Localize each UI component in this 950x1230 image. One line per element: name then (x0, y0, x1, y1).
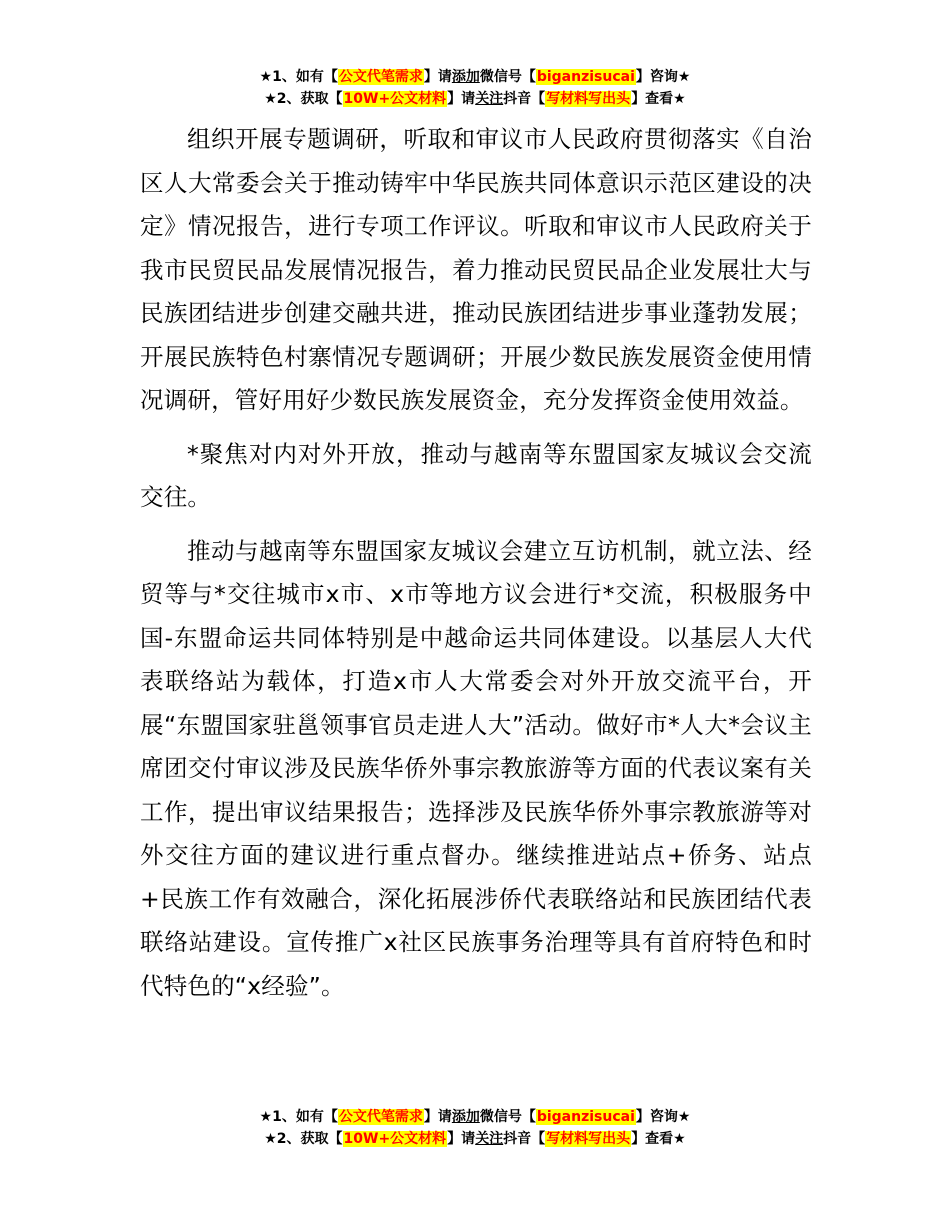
footer-promo-line-2 (0, 1128, 950, 1150)
footer-line-2-middle-2: 抖音【 (503, 1131, 546, 1147)
promo-line-1-emphasis: 添加 (451, 69, 480, 85)
paragraph-asean-exchange: 推动与越南等东盟国家友城议会建立互访机制，就立法、经贸等与*交往城市x市、x市等地方议会进行*交流，积极服务中国-东盟命运共同体特别是中越命运共同体建设。以基层人大代表联络站为载体，打造x市人大常委会对外开放交流平台，开展“东盟国家驻邕领事官员走进人大”活动。做好市*人大*会议主席团交付审议涉及民族华侨外事宗教旅游等方面的代表议案有关工作，提出审议结果报告；选择涉及民族华侨外事宗教旅游等对外交往方面的建议进行重点督办。继续推进站点+侨务、站点+民族工作有效融合，深化拓展涉侨代表联络站和民族团结代表联络站建设。宣传推广x社区民族事务治理等具有首府特色和时代特色的“x经验”。 (140, 536, 812, 1000)
footer-line-1-highlight-service: 公文代笔需求 (338, 1109, 423, 1125)
promo-line-2-prefix: ★2、获取【 (264, 91, 343, 107)
footer-line-2-suffix: 】查看★ (631, 1131, 686, 1147)
promo-line-1-middle-2: 微信号【 (479, 69, 536, 85)
footer-line-1-highlight-wechat: biganzisucai (536, 1109, 635, 1125)
promo-line-1-highlight-service: 公文代笔需求 (338, 69, 423, 85)
header-promo-banner (0, 66, 950, 110)
footer-line-1-emphasis: 添加 (451, 1109, 480, 1125)
document-body (140, 118, 812, 1008)
footer-line-2-prefix: ★2、获取【 (264, 1131, 343, 1147)
promo-line-1-suffix: 】咨询★ (635, 69, 691, 85)
footer-promo-banner (0, 1106, 950, 1150)
footer-line-2-emphasis: 关注 (475, 1131, 504, 1147)
promo-line-2-middle-2: 抖音【 (503, 91, 546, 107)
promo-line-1-middle: 】请 (423, 69, 452, 85)
promo-line-2-suffix: 】查看★ (631, 91, 686, 107)
footer-line-2-highlight-douyin: 写材料写出头 (546, 1131, 631, 1147)
footer-line-1-suffix: 】咨询★ (635, 1109, 691, 1125)
footer-line-2-highlight-materials: 10W+公文材料 (343, 1131, 447, 1147)
promo-line-1-highlight-wechat: biganzisucai (536, 69, 635, 85)
footer-line-1-middle-2: 微信号【 (479, 1109, 536, 1125)
promo-line-2-highlight-douyin: 写材料写出头 (546, 91, 631, 107)
footer-line-2-middle: 】请 (447, 1131, 476, 1147)
promo-line-2-highlight-materials: 10W+公文材料 (343, 91, 447, 107)
promo-line-1-prefix: ★1、如有【 (259, 69, 338, 85)
promo-line-2-emphasis: 关注 (475, 91, 504, 107)
promo-line-2 (0, 88, 950, 110)
paragraph-opening-up-heading: *聚焦对内对外开放，推动与越南等东盟国家友城议会交流交往。 (140, 439, 812, 511)
promo-line-1 (0, 66, 950, 88)
footer-line-1-prefix: ★1、如有【 (259, 1109, 338, 1125)
promo-line-2-middle: 】请 (447, 91, 476, 107)
footer-line-1-middle: 】请 (423, 1109, 452, 1125)
paragraph-research: 组织开展专题调研，听取和审议市人民政府贯彻落实《自治区人大常委会关于推动铸牢中华民族共同体意识示范区建设的决定》情况报告，进行专项工作评议。听取和审议市人民政府关于我市民贸民品发展情况报告，着力推动民贸民品企业发展壮大与民族团结进步创建交融共进，推动民族团结进步事业蓬勃发展；开展民族特色村寨情况专题调研；开展少数民族发展资金使用情况调研，管好用好少数民族发展资金，充分发挥资金使用效益。 (140, 125, 812, 414)
footer-promo-line-1 (0, 1106, 950, 1128)
